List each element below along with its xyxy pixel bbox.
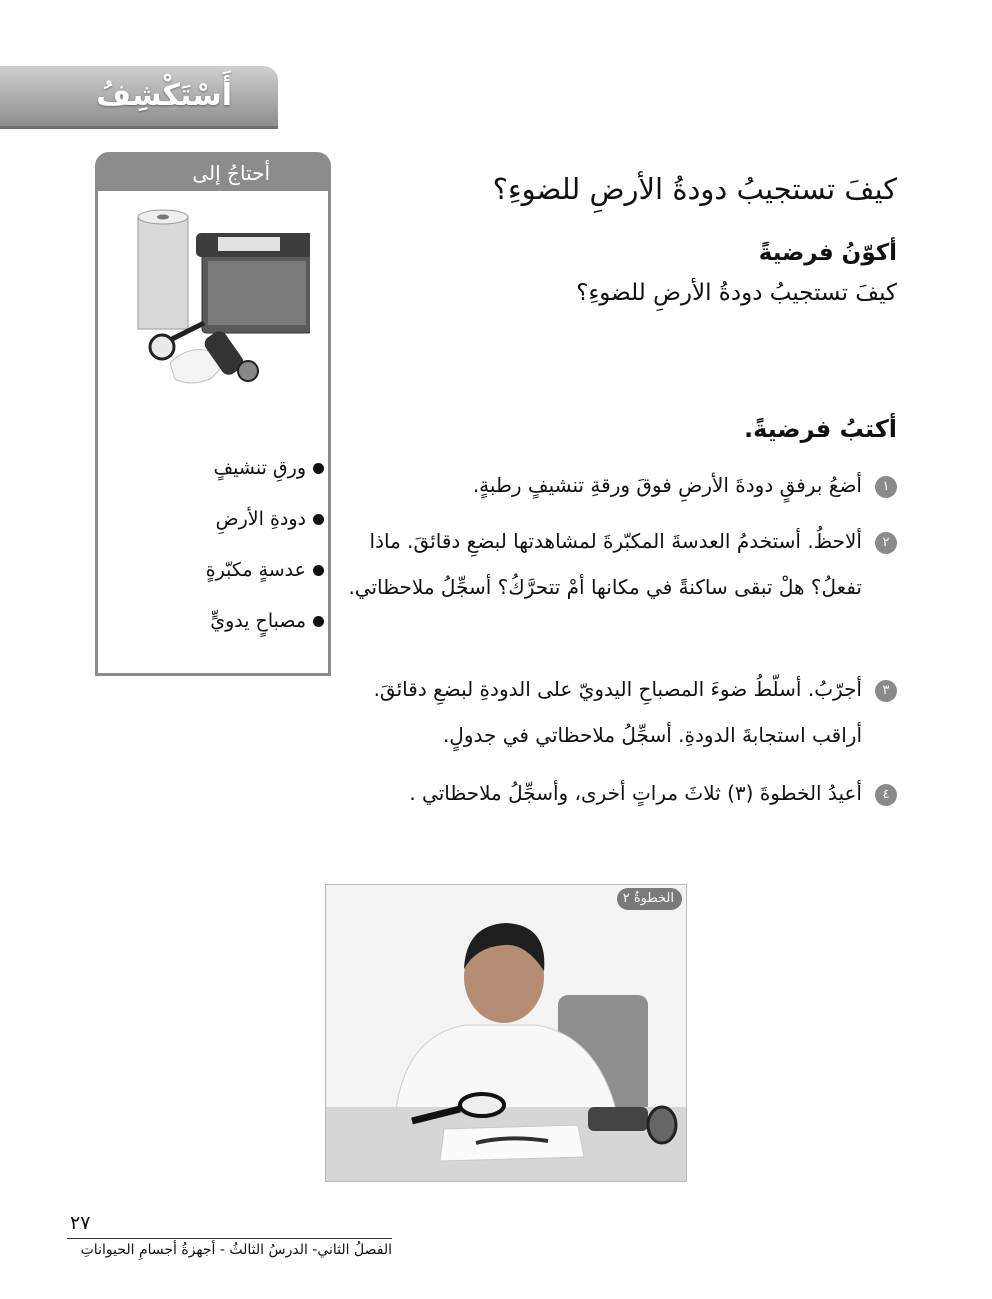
bullet-icon bbox=[313, 514, 324, 525]
step-text: أراقب استجابةَ الدودةِ. أسجِّلُ ملاحظاتي في جدولٍ. bbox=[442, 723, 862, 747]
material-item: دودةِ الأرضِ bbox=[206, 504, 324, 555]
magnifier-lens bbox=[460, 1094, 504, 1116]
flashlight bbox=[588, 1107, 648, 1131]
step-badge: الخطوةُ ٢ bbox=[617, 888, 682, 910]
bullet-icon bbox=[313, 463, 324, 474]
step-3 bbox=[374, 666, 897, 758]
step-photo bbox=[325, 884, 687, 1182]
materials-panel bbox=[95, 152, 331, 676]
hypothesis-question: كيفَ تستجيبُ دودةُ الأرضِ للضوءِ؟ bbox=[576, 280, 897, 306]
material-item: ورقِ تنشيفٍ bbox=[206, 453, 324, 504]
materials-heading: أحتاجُ إلى bbox=[98, 155, 328, 191]
materials-image bbox=[120, 203, 310, 393]
step-text: أضعُ برفقٍ دودةَ الأرضِ فوقَ ورقةِ تنشيفٍ رطبةٍ. bbox=[472, 473, 862, 497]
bullet-icon bbox=[313, 616, 324, 627]
step-1 bbox=[473, 462, 897, 508]
step-number-badge: ٢ bbox=[875, 532, 897, 554]
step-number-badge: ٤ bbox=[875, 784, 897, 806]
blotting-paper bbox=[440, 1125, 584, 1161]
write-hypothesis-heading: أكتبُ فرضيةً. bbox=[743, 415, 897, 443]
paper-towel-roll bbox=[138, 217, 188, 329]
step-number-badge: ١ bbox=[875, 476, 897, 498]
hypothesis-heading: أكوّنُ فرضيةً bbox=[758, 240, 897, 266]
footer-chapter-text: الفصلُ الثاني- الدرسُ الثالثُ - أجهزةُ أجسامِ الحيواناتِ bbox=[80, 1242, 392, 1258]
step-text: ألاحظُ. أستخدمُ العدسةَ المكبّرةَ لمشاهدتها لبضعِ دقائقَ. ماذا bbox=[369, 529, 862, 553]
main-question: كيفَ تستجيبُ دودةُ الأرضِ للضوءِ؟ bbox=[492, 172, 897, 206]
section-title: أَسْتَكْشِفُ bbox=[96, 78, 232, 113]
step-text: أعيدُ الخطوةَ (٣) ثلاثَ مراتٍ أخرى، وأسجِّلُ ملاحظاتي . bbox=[409, 781, 862, 805]
footer-divider bbox=[67, 1238, 392, 1239]
step-2 bbox=[348, 518, 897, 610]
bullet-icon bbox=[313, 565, 324, 576]
magnifier-lens bbox=[150, 335, 174, 359]
step-text: أجرّبُ. أسلّطُ ضوءَ المصباحِ اليدويّ على الدودةِ لبضعِ دقائقَ. bbox=[373, 677, 862, 701]
explore-tab bbox=[0, 66, 278, 129]
step-4 bbox=[409, 770, 897, 816]
boy-observing-worm-image bbox=[326, 885, 686, 1181]
step-text: تفعلُ؟ هلْ تبقى ساكنةً في مكانها أمْ تتحرَّكُ؟ أسجِّلُ ملاحظاتي. bbox=[348, 575, 862, 599]
step-number-badge: ٣ bbox=[875, 680, 897, 702]
page-number: ٢٧ bbox=[70, 1212, 91, 1234]
material-item: مصباحٍ يدويٍّ bbox=[206, 606, 324, 657]
material-item: عدسةٍ مكبّرةٍ bbox=[206, 555, 324, 606]
